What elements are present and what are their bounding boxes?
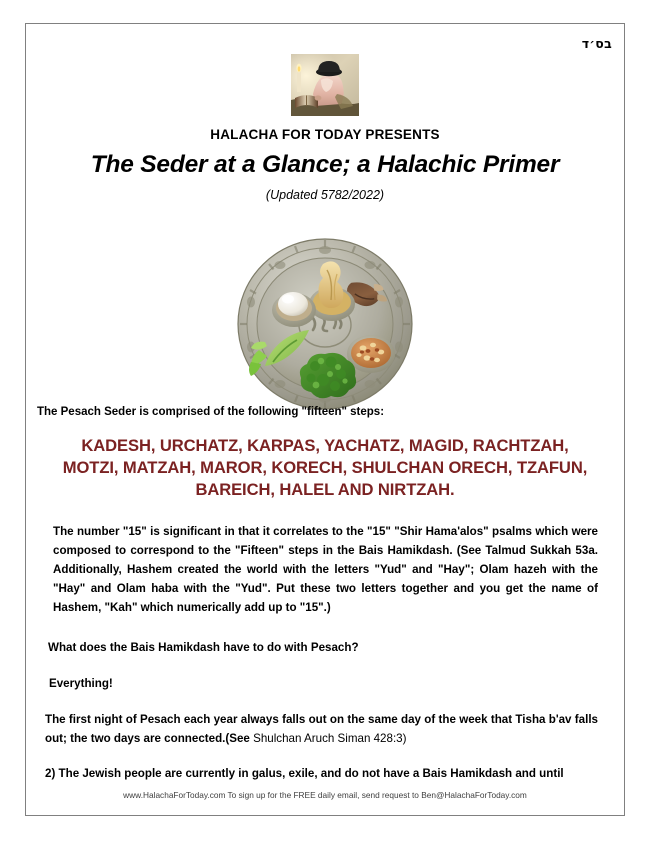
fifteen-steps-heading — [37, 435, 613, 501]
page-footer: www.HalachaForToday.com To sign up for the FREE daily email, send request to Ben@HalachaForToday.com — [123, 790, 527, 800]
bsd-marker: בס׳ד — [581, 36, 612, 51]
steps-line-1: KADESH, URCHATZ, KARPAS, YACHATZ, MAGID, RACHTZAH, — [81, 436, 569, 455]
seder-plate-image — [229, 232, 421, 410]
paragraph-significance-of-fifteen: The number "15" is significant in that it correlates to the "15" "Shir Hama'alos" psalms which were composed to correspond to the "Fifteen" steps in the Bais Hamikdash. (See Talmud Sukkah 53a. Additionally, Hashem created the world with the letters "Yud" and "Hay"; Olam hazeh with the "Hay" and Olam haba with the "Yud". Put these two letters together and you get the name of Hashem, "Kah" which numerically add up to "15".) — [53, 525, 598, 614]
paragraph-two-galus: 2) The Jewish people are currently in galus, exile, and do not have a Bais Hamikdash and until — [45, 767, 564, 780]
page-title: The Seder at a Glance; a Halachic Primer — [90, 151, 560, 178]
intro-line: The Pesach Seder is comprised of the following "fifteen" steps: — [37, 406, 385, 418]
masthead — [26, 54, 624, 202]
first-night-bold-part: The first night of Pesach each year always falls out on the same day of the week that Tisha b'av falls out; the two days are connected.(See — [45, 713, 598, 745]
steps-line-2: MOTZI, MATZAH, MAROR, KORECH, SHULCHAN ORECH, TZAFUN, — [62, 458, 588, 478]
steps-line-3: BAREICH, HALEL AND NIRTZAH — [195, 480, 451, 500]
paragraph-answer: Everything! — [49, 677, 113, 690]
rabbi-study-image — [291, 54, 359, 116]
paragraph-question: What does the Bais Hamikdash have to do with Pesach? — [48, 641, 359, 654]
page-subtitle: (Updated 5782/2022) — [265, 188, 385, 202]
paragraph-first-night — [45, 710, 598, 748]
document-page — [25, 23, 625, 816]
seder-plate-figure — [26, 232, 624, 415]
presents-line: HALACHA FOR TODAY PRESENTS — [210, 127, 440, 142]
steps-period: . — [450, 480, 455, 500]
first-night-citation: Shulchan Aruch Siman 428:3) — [249, 732, 407, 745]
